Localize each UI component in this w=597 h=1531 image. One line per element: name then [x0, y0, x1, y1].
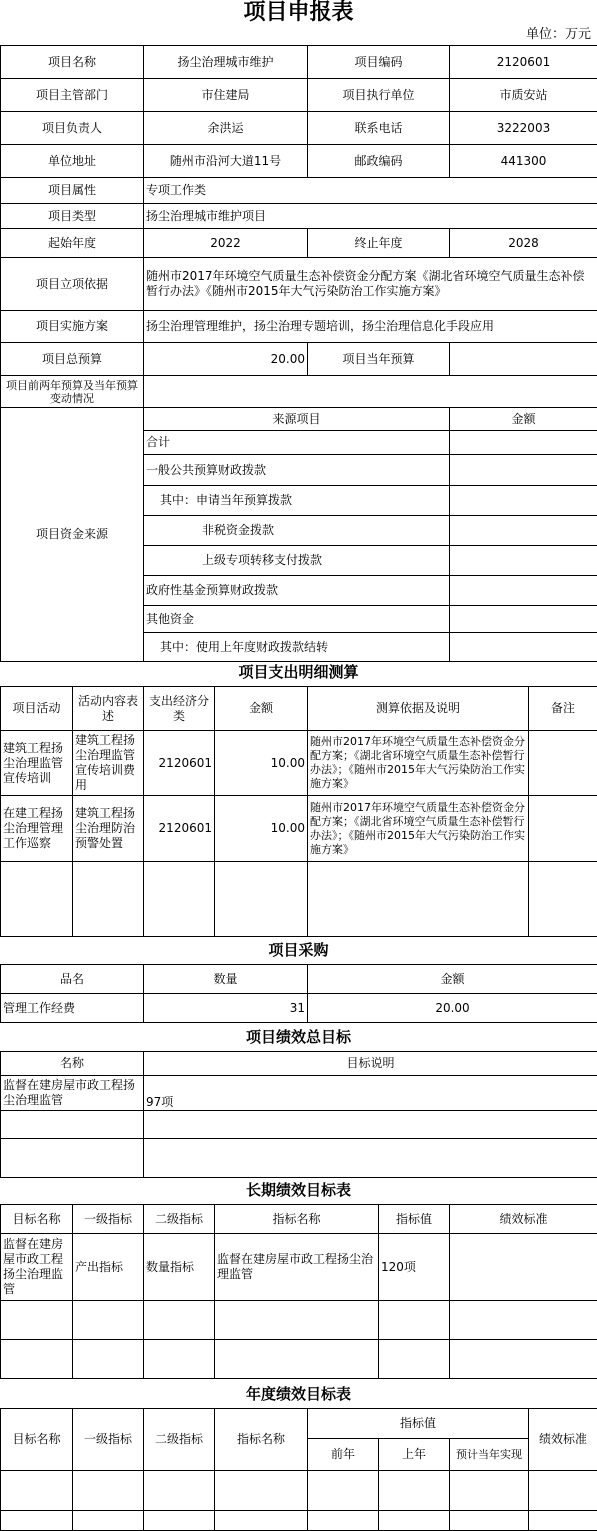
table-row — [1, 1340, 597, 1379]
table-row — [1, 796, 597, 862]
expense-header: 金额 — [215, 687, 308, 731]
long-term-header: 二级指标 — [144, 1205, 215, 1234]
expense-content: 建筑工程扬尘治理防治预警处置 — [73, 796, 144, 862]
type-label: 项目类型 — [1, 204, 144, 229]
zip-label: 邮政编码 — [308, 145, 450, 178]
expense-category: 2120601 — [144, 796, 215, 862]
expense-content: 建筑工程扬尘治理监管宣传培训费用 — [73, 731, 144, 796]
change-label: 项目前两年预算及当年预算变动情况 — [1, 376, 144, 408]
long-term-name: 监督在建房屋市政工程扬尘治理监管 — [215, 1234, 379, 1301]
long-term-header: 指标值 — [379, 1205, 450, 1234]
funding-amount — [450, 576, 597, 606]
expense-note — [529, 731, 597, 796]
name-value: 扬尘治理城市维护 — [144, 46, 308, 79]
long-term-standard — [450, 1234, 597, 1301]
table-row — [1, 1511, 597, 1531]
expense-activity: 建筑工程扬尘治理监管宣传培训 — [1, 731, 73, 796]
plan-value: 扬尘治理管理维护，扬尘治理专题培训，扬尘治理信息化手段应用 — [144, 311, 597, 343]
table-row — [1, 1139, 597, 1178]
table-row — [1, 862, 597, 937]
funding-row: 合计 — [144, 431, 450, 455]
basis-label: 项目立项依据 — [1, 258, 144, 311]
expense-category: 2120601 — [144, 731, 215, 796]
expense-basis: 随州市2017年环境空气质量生态补偿资金分配方案；《湖北省环境空气质量生态补偿暂行办法》；《随州市2015年大气污染防治工作实施方案》 — [308, 731, 529, 796]
annual-header: 二级指标 — [144, 1409, 215, 1471]
procurement-table — [0, 964, 597, 1023]
funding-row: 一般公共预算财政拨款 — [144, 455, 450, 486]
overall-goal-table — [0, 1051, 597, 1178]
procurement-header: 数量 — [144, 965, 308, 994]
procurement-amount: 20.00 — [308, 994, 597, 1023]
long-term-l2: 数量指标 — [144, 1234, 215, 1301]
attr-label: 项目属性 — [1, 178, 144, 204]
table-row — [1, 1301, 597, 1340]
budget-label: 项目总预算 — [1, 343, 144, 376]
funding-amount — [450, 431, 597, 455]
overall-goal-name: 监督在建房屋市政工程扬尘治理监管 — [1, 1076, 144, 1111]
annual-header: 一级指标 — [73, 1409, 144, 1471]
basic-info-table — [0, 45, 597, 662]
annual-header: 绩效标准 — [529, 1409, 597, 1471]
procurement-section-title: 项目采购 — [0, 936, 597, 964]
owner-label: 项目负责人 — [1, 112, 144, 145]
table-row — [1, 1111, 597, 1139]
funding-amount — [450, 516, 597, 546]
long-term-header: 绩效标准 — [450, 1205, 597, 1234]
cur-budget-label: 项目当年预算 — [308, 343, 450, 376]
annual-subheader: 预计当年实现 — [450, 1439, 529, 1471]
long-term-goal: 监督在建房屋市政工程扬尘治理监管 — [1, 1234, 73, 1301]
annual-header: 指标值 — [308, 1409, 529, 1439]
funding-row: 其中：申请当年预算拨款 — [144, 486, 450, 516]
overall-goal-section-title: 项目绩效总目标 — [0, 1023, 597, 1051]
addr-label: 单位地址 — [1, 145, 144, 178]
expense-activity: 在建工程扬尘治理管理工作巡察 — [1, 796, 73, 862]
annual-subheader: 前年 — [308, 1439, 379, 1471]
funding-col-source: 来源项目 — [144, 408, 450, 431]
table-row — [1, 1234, 597, 1301]
type-value: 扬尘治理城市维护项目 — [144, 204, 597, 229]
expense-header: 测算依据及说明 — [308, 687, 529, 731]
expense-amount: 10.00 — [215, 796, 308, 862]
plan-label: 项目实施方案 — [1, 311, 144, 343]
funding-amount — [450, 455, 597, 486]
code-label: 项目编码 — [308, 46, 450, 79]
procurement-header: 金额 — [308, 965, 597, 994]
expense-section-title: 项目支出明细测算 — [0, 658, 597, 686]
long-term-value: 120项 — [379, 1234, 450, 1301]
start-value: 2022 — [144, 229, 308, 258]
overall-goal-header: 目标说明 — [144, 1052, 597, 1076]
annual-subheader: 上年 — [379, 1439, 450, 1471]
unit-label: 单位：万元 — [526, 27, 591, 43]
overall-goal-header: 名称 — [1, 1052, 144, 1076]
dept-value: 市住建局 — [144, 79, 308, 112]
funding-amount — [450, 546, 597, 576]
attr-value: 专项工作类 — [144, 178, 597, 204]
basis-value: 随州市2017年环境空气质量生态补偿资金分配方案《湖北省环境空气质量生态补偿暂行办法》《随州市2015年大气污染防治工作实施方案》 — [144, 258, 597, 311]
expense-note — [529, 796, 597, 862]
long-term-section-title: 长期绩效目标表 — [0, 1177, 597, 1204]
phone-value: 3222003 — [450, 112, 597, 145]
end-label: 终止年度 — [308, 229, 450, 258]
expense-header: 项目活动 — [1, 687, 73, 731]
owner-value: 余洪运 — [144, 112, 308, 145]
procurement-header: 品名 — [1, 965, 144, 994]
annual-header: 目标名称 — [1, 1409, 73, 1471]
long-term-l1: 产出指标 — [73, 1234, 144, 1301]
annual-header: 指标名称 — [215, 1409, 308, 1471]
expense-amount: 10.00 — [215, 731, 308, 796]
annual-section-title: 年度绩效目标表 — [0, 1381, 597, 1408]
budget-value: 20.00 — [144, 343, 308, 376]
funding-amount — [450, 606, 597, 633]
funding-row: 上级专项转移支付拨款 — [144, 546, 450, 576]
addr-value: 随州市沿河大道11号 — [144, 145, 308, 178]
expense-header: 支出经济分类 — [144, 687, 215, 731]
funding-row: 政府性基金预算财政拨款 — [144, 576, 450, 606]
zip-value: 441300 — [450, 145, 597, 178]
long-term-header: 指标名称 — [215, 1205, 379, 1234]
funding-col-amount: 金额 — [450, 408, 597, 431]
code-value: 2120601 — [450, 46, 597, 79]
expense-header: 备注 — [529, 687, 597, 731]
annual-table — [0, 1408, 597, 1531]
long-term-table — [0, 1204, 597, 1379]
change-value — [144, 376, 597, 408]
procurement-qty: 31 — [144, 994, 308, 1023]
page-title: 项目申报表 — [0, 0, 597, 26]
exec-value: 市质安站 — [450, 79, 597, 112]
long-term-header: 目标名称 — [1, 1205, 73, 1234]
long-term-header: 一级指标 — [73, 1205, 144, 1234]
phone-label: 联系电话 — [308, 112, 450, 145]
table-row — [1, 1076, 597, 1111]
funding-row: 其他资金 — [144, 606, 450, 633]
name-label: 项目名称 — [1, 46, 144, 79]
funding-amount — [450, 486, 597, 516]
procurement-item: 管理工作经费 — [1, 994, 144, 1023]
end-value: 2028 — [450, 229, 597, 258]
funding-label: 项目资金来源 — [1, 408, 144, 662]
table-row — [1, 731, 597, 796]
exec-label: 项目执行单位 — [308, 79, 450, 112]
expense-header: 活动内容表述 — [73, 687, 144, 731]
overall-goal-desc: 97项 — [144, 1076, 597, 1111]
funding-row: 非税资金拨款 — [144, 516, 450, 546]
table-row — [1, 994, 597, 1023]
cur-budget-value — [450, 343, 597, 376]
expense-table — [0, 686, 597, 937]
expense-basis: 随州市2017年环境空气质量生态补偿资金分配方案；《湖北省环境空气质量生态补偿暂行办法》；《随州市2015年大气污染防治工作实施方案》 — [308, 796, 529, 862]
funding-row: 其中：使用上年度财政拨款结转 — [144, 633, 450, 662]
start-label: 起始年度 — [1, 229, 144, 258]
dept-label: 项目主管部门 — [1, 79, 144, 112]
table-row — [1, 1471, 597, 1511]
